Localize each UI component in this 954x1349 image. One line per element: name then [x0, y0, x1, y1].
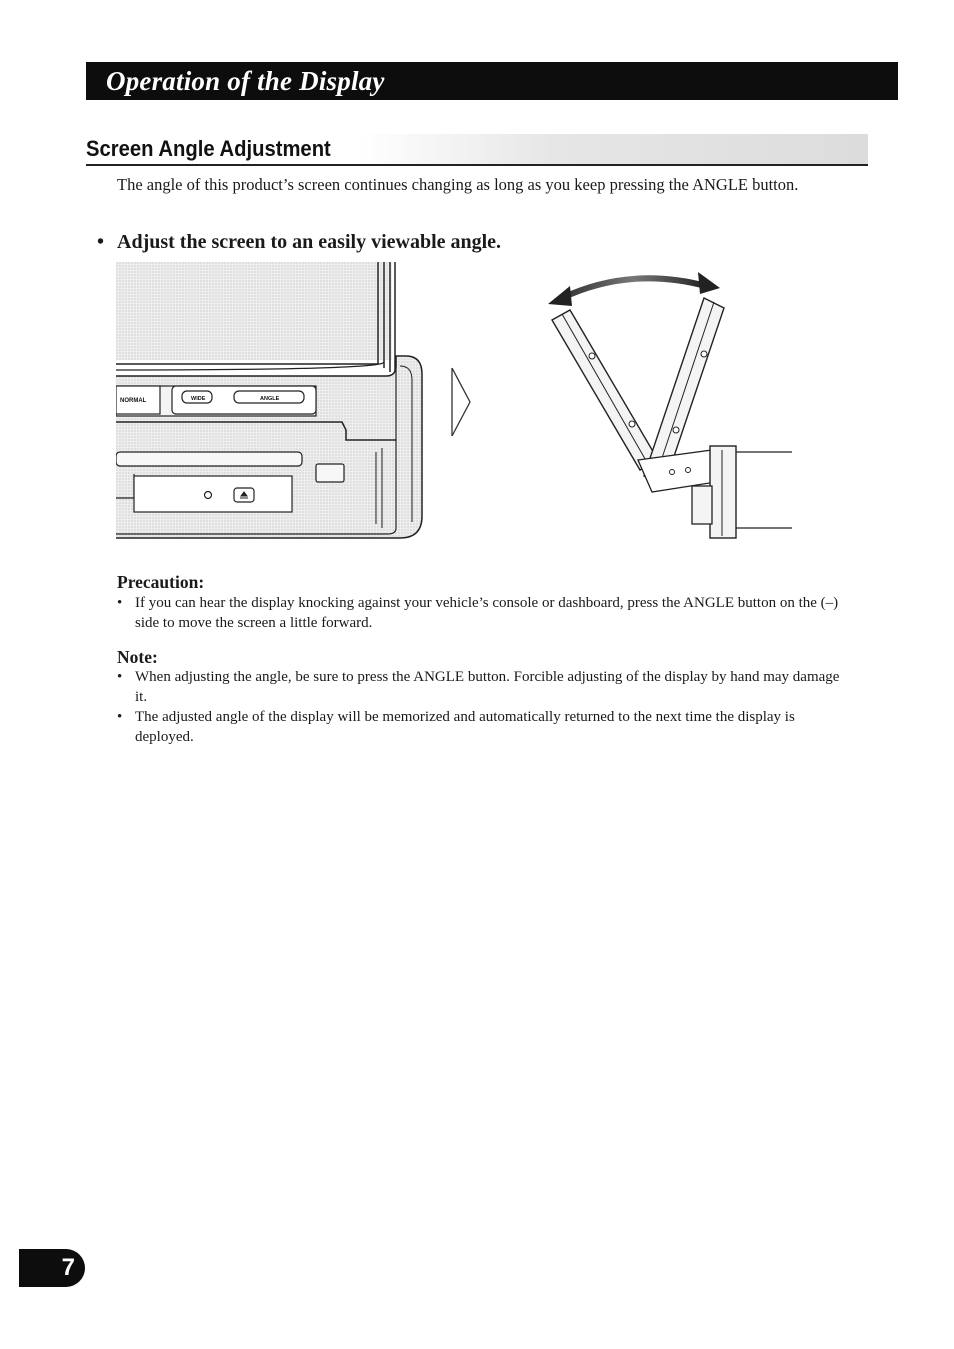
angle-button-label: ANGLE: [260, 396, 280, 402]
page-number-tab: [19, 1249, 85, 1287]
note-heading: Note:: [117, 647, 158, 667]
precaution-list: [117, 593, 847, 633]
instruction-bullet: •: [97, 231, 105, 253]
normal-button-label: NORMAL: [120, 398, 147, 404]
page-number: 7: [61, 1254, 75, 1281]
chapter-title: Operation of the Display: [106, 66, 385, 96]
precaution-heading: Precaution:: [117, 572, 205, 592]
section-title: Screen Angle Adjustment: [86, 136, 331, 161]
list-item: • When adjusting the angle, be sure to press the ANGLE button. Forcible adjusting of the display by hand may damage it.: [117, 669, 840, 705]
instruction-text: Adjust the screen to an easily viewable angle.: [117, 231, 502, 253]
note-list: [117, 667, 847, 747]
intro-paragraph: The angle of this product’s screen continues changing as long as you keep pressing the ANGLE button.: [117, 175, 799, 194]
open-monitor-front-icon: [116, 262, 426, 540]
section-header: [86, 134, 868, 166]
next-arrow-icon: [448, 366, 474, 438]
instruction-line: [97, 229, 501, 255]
chapter-title-bar: [86, 62, 898, 100]
list-item: • If you can hear the display knocking against your vehicle’s console or dashboard, press the ANGLE button on the (–) side to move the screen a little forward.: [117, 595, 839, 631]
list-item: • The adjusted angle of the display will be memorized and automatically returned to the next time the display is deployed.: [117, 709, 795, 745]
tilting-monitor-side-icon: [540, 264, 796, 540]
wide-button-label: WIDE: [191, 396, 206, 402]
